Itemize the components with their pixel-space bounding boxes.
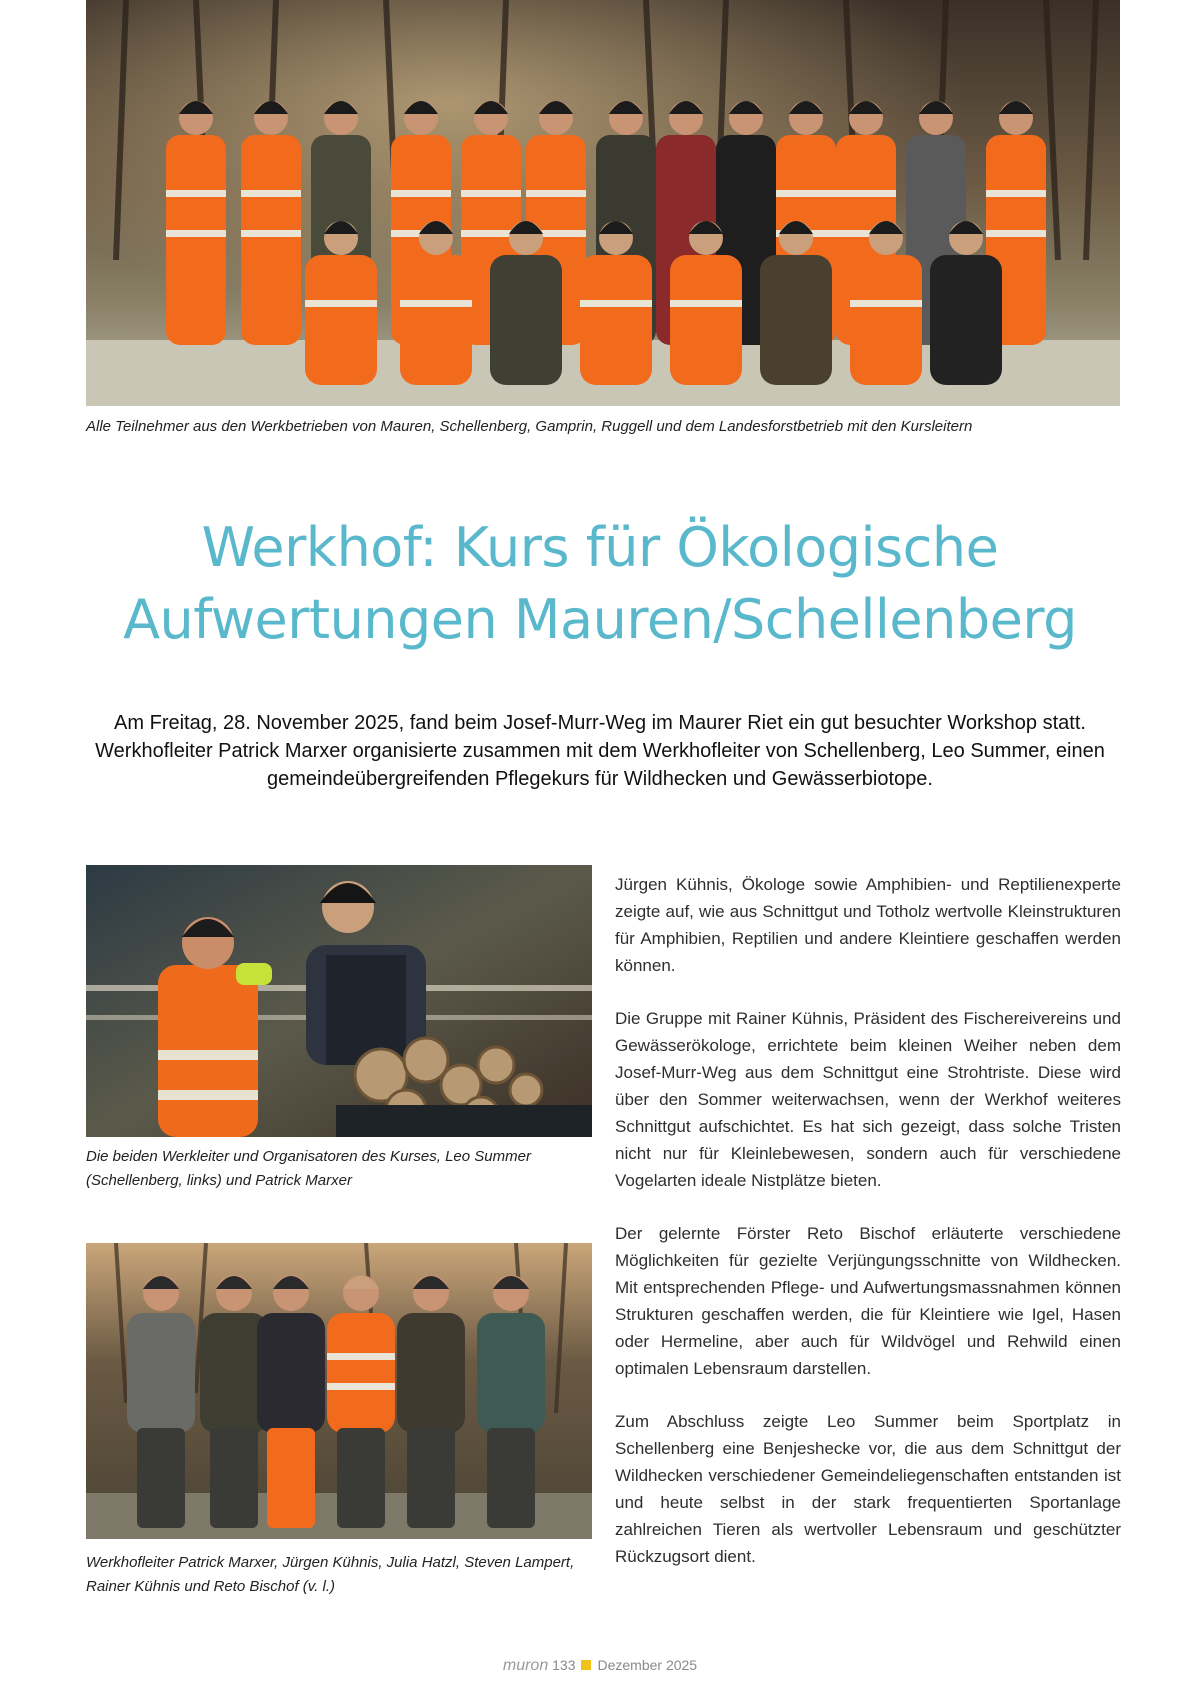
title-line-2: Aufwertungen Mauren/Schellenberg	[123, 588, 1077, 651]
article-body	[615, 871, 1121, 1596]
body-paragraph: Die Gruppe mit Rainer Kühnis, Präsident des Fischereivereins und Gewässerökologe, errichtete beim kleinen Weiher neben dem Josef-Murr-Weg aus dem Schnittgut eine Strohtriste. Diese wird über den Sommer weiterwachsen, wenn der Werkhof weiteres Schnittgut aufschichtet. Es hat sich gezeigt, dass solche Tristen nicht nur für Kleinlebewesen, sondern auch für verschiedene Vogelarten ideale Nistplätze bieten.	[615, 1009, 1121, 1190]
team-photo	[86, 1243, 592, 1539]
hero-photo	[86, 0, 1120, 406]
title-line-1: Werkhof: Kurs für Ökologische	[201, 516, 999, 579]
issue-date: Dezember 2025	[597, 1657, 698, 1673]
page-footer	[0, 1657, 1200, 1675]
body-paragraph: Jürgen Kühnis, Ökologe sowie Amphibien- und Reptilienexperte zeigte auf, wie aus Schnittgut und Totholz wertvolle Kleinstrukturen für Amphibien, Reptilien und andere Kleintiere geschaffen werden können.	[615, 875, 1121, 975]
footer-square-icon	[581, 1660, 591, 1670]
page-title	[60, 512, 1140, 656]
team-caption: Werkhofleiter Patrick Marxer, Jürgen Kühnis, Julia Hatzl, Steven Lampert, Rainer Kühnis und Reto Bischof (v. l.)	[86, 1554, 575, 1595]
issue-number: 133	[552, 1657, 576, 1673]
magazine-name: muron	[502, 1657, 549, 1674]
lead-paragraph: Am Freitag, 28. November 2025, fand beim Josef-Murr-Weg im Maurer Riet ein gut besuchter Workshop statt. Werkhofleiter Patrick Marxer organisierte zusammen mit dem Werkhofleiter von Schellenberg, Leo Summer, einen gemeindeübergreifenden Pflegekurs für Wildhecken und Gewässerbiotope.	[95, 712, 1105, 790]
body-paragraph: Der gelernte Förster Reto Bischof erläuterte verschiedene Möglichkeiten für gezielte Verjüngungsschnitte von Wildhecken. Mit entsprechenden Pflege- und Aufwertungsmassnahmen können Strukturen geschaffen werden, die für Kleintiere wie Igel, Hasen oder Hermeline, aber auch für Wildvögel und Rehwild einen optimalen Lebensraum darstellen.	[615, 1224, 1121, 1378]
hero-caption: Alle Teilnehmer aus den Werkbetrieben von Mauren, Schellenberg, Gamprin, Ruggell und dem Landesforstbetrieb mit den Kursleitern	[86, 418, 973, 435]
organizers-photo	[86, 865, 592, 1137]
body-paragraph: Zum Abschluss zeigte Leo Summer beim Sportplatz in Schellenberg eine Benjeshecke vor, die aus dem Schnittgut der Wildhecken verschiedener Gemeindeliegenschaften entstanden ist und heute selbst in der stark frequentierten Sportanlage zahlreichen Tieren als wertvoller Lebensraum und geschützter Rückzugsort dient.	[615, 1412, 1121, 1566]
organizers-caption: Die beiden Werkleiter und Organisatoren des Kurses, Leo Summer (Schellenberg, links) und Patrick Marxer	[86, 1148, 531, 1189]
